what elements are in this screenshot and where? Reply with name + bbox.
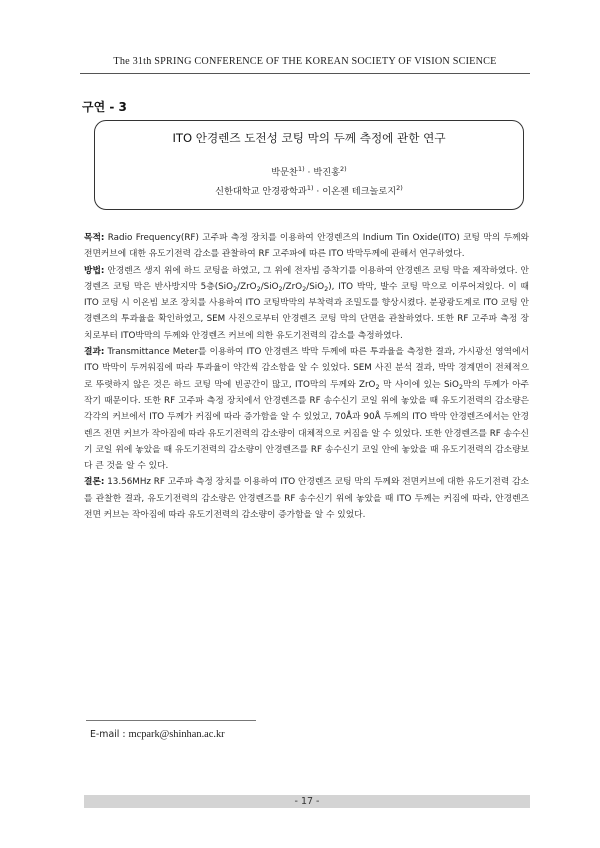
subscript: 2 — [233, 284, 238, 293]
method-text: /ZrO — [282, 281, 303, 292]
result-label: 결과: — [84, 347, 105, 358]
result-text: 막 사이에 있는 SiO — [379, 379, 459, 390]
abstract-body — [84, 230, 529, 523]
purpose-paragraph — [84, 230, 529, 263]
method-label: 방법: — [84, 265, 105, 276]
affiliation-line — [95, 183, 523, 197]
purpose-text: Radio Frequency(RF) 고주파 측정 장치를 이용하여 안경렌즈의 Indium Tin Oxide(ITO) 코팅 막의 두께와 전면커브에 대한 유도기전력 감소를 관찰하여 RF 고주파에 따른 ITO 박막두께에 관해서 연구하였다. — [84, 233, 529, 260]
author-mark: 1) — [297, 165, 305, 173]
affiliation-name: 이온젠 테크놀로지 — [322, 186, 397, 197]
author-name: 박문찬 — [271, 167, 298, 178]
method-paragraph — [84, 263, 529, 344]
email-label: E-mail : — [90, 729, 129, 740]
result-text: 막의 두께가 아주 작기 때문이다. 또한 RF 고주파 측정 장치에서 안경렌즈를 RF 송수신기 코일 위에 놓았을 때 유도기전력의 감소량은 각각의 커브에서 ITO 두께가 커짐에 따라 증가함을 알 수 있었고, 70Å과 90Å 두께의 ITO 박막 안경렌즈에서는 안경렌즈 전면 커브가 작아짐에 따라 유도기전력의 감소량이 대체적으로 커짐을 알 수 있었다. 또한 안경렌즈를 RF 송수신기 코일 위에 놓았을 때 유도기전력의 감소량이 안경렌즈를 RF 송수신기 코일 안에 놓았을 때 유도기전력의 감소량보다 큰 것을 알 수 있다. — [84, 379, 530, 472]
author-name: 박진홍 — [313, 167, 341, 178]
affiliation-mark: 2) — [396, 184, 403, 192]
subscript: 2 — [324, 284, 329, 293]
header-divider — [80, 73, 530, 74]
method-text: /SiO — [260, 281, 279, 292]
author-mark: 2) — [340, 165, 347, 173]
subscript: 2 — [302, 284, 307, 293]
method-text: /SiO — [306, 281, 325, 292]
conference-header: The 31th SPRING CONFERENCE OF THE KOREAN SOCIETY OF VISION SCIENCE — [113, 56, 497, 67]
purpose-label: 목적: — [84, 233, 105, 243]
result-text: Transmittance Meter를 이용하여 ITO 안경렌즈 박막 두께에 따른 투과율을 측정한 결과, 가시광선 영역에서 ITO 박막이 두꺼워짐에 따라 투과율이 약간씩 감소함을 알 수 있었다. SEM 사진 분석 결과, 박막 경계면이 전체적으로 뚜렷하지 않은 것은 하드 코팅 막에 빈공간이 많고, ITO막의 두께와 ZrO — [84, 347, 529, 390]
section-label: 구연 - 3 — [82, 100, 127, 114]
author-line — [95, 164, 523, 178]
method-text: ), ITO 박막, 발수 코팅 막으로 이루어져있다. 이 때 ITO 코팅 시 이온빔 보조 장치를 사용하여 ITO 코팅박막의 부착력과 조밀도를 향상시켰다. 분광광도계로 ITO 코팅 안경렌즈의 투과율을 확인하였고, SEM 사진으로부터 안경렌즈 코팅 막의 단면을 관찰하였다. 또한 RF 고주파 측정 장치로부터 ITO박막의 두께와 안경렌즈 커브에 의한 유도기전력의 감소를 측정하였다. — [84, 281, 529, 341]
affiliation-separator: · — [313, 186, 323, 197]
conclusion-label: 결론: — [84, 477, 105, 488]
result-paragraph — [84, 344, 529, 474]
page-number: - 17 - — [294, 796, 320, 807]
affiliation-name: 신한대학교 안경광학과 — [215, 186, 307, 197]
page-number-bar — [84, 795, 530, 808]
method-text: /ZrO — [237, 281, 257, 292]
footnote-divider — [86, 720, 256, 721]
method-text: 안경렌즈 생지 위에 하드 코팅을 하였고, 그 위에 전자빔 증착기를 이용하여 안경렌즈 코팅 막을 제작하였다. 안경렌즈 코팅 막은 반사방지막 5층(SiO — [84, 265, 529, 292]
subscript: 2 — [458, 382, 463, 391]
title-box — [94, 120, 524, 210]
email-address: mcpark@shinhan.ac.kr — [128, 729, 225, 740]
affiliation-mark: 1) — [306, 184, 314, 192]
footnote-email — [90, 729, 225, 740]
paper-title: ITO 안경렌즈 도전성 코팅 막의 두께 측정에 관한 연구 — [172, 131, 446, 145]
author-separator: · — [304, 167, 314, 178]
conclusion-paragraph — [84, 474, 529, 523]
subscript: 2 — [278, 284, 283, 293]
conclusion-text: 13.56MHz RF 고주파 측정 장치를 이용하여 ITO 안경렌즈 코팅 막의 두께와 전면커브에 대한 유도기전력 감소를 관찰한 결과, 유도기전력의 감소량은 안경렌즈를 RF 송수신기 위에 놓았을 때 ITO 두께는 커짐에 따라, 안경렌즈 전면 커브는 작아짐에 따라 유도기전력의 감소량이 증가함을 알 수 있었다. — [84, 477, 529, 521]
subscript: 2 — [256, 284, 261, 293]
subscript: 2 — [375, 382, 380, 391]
